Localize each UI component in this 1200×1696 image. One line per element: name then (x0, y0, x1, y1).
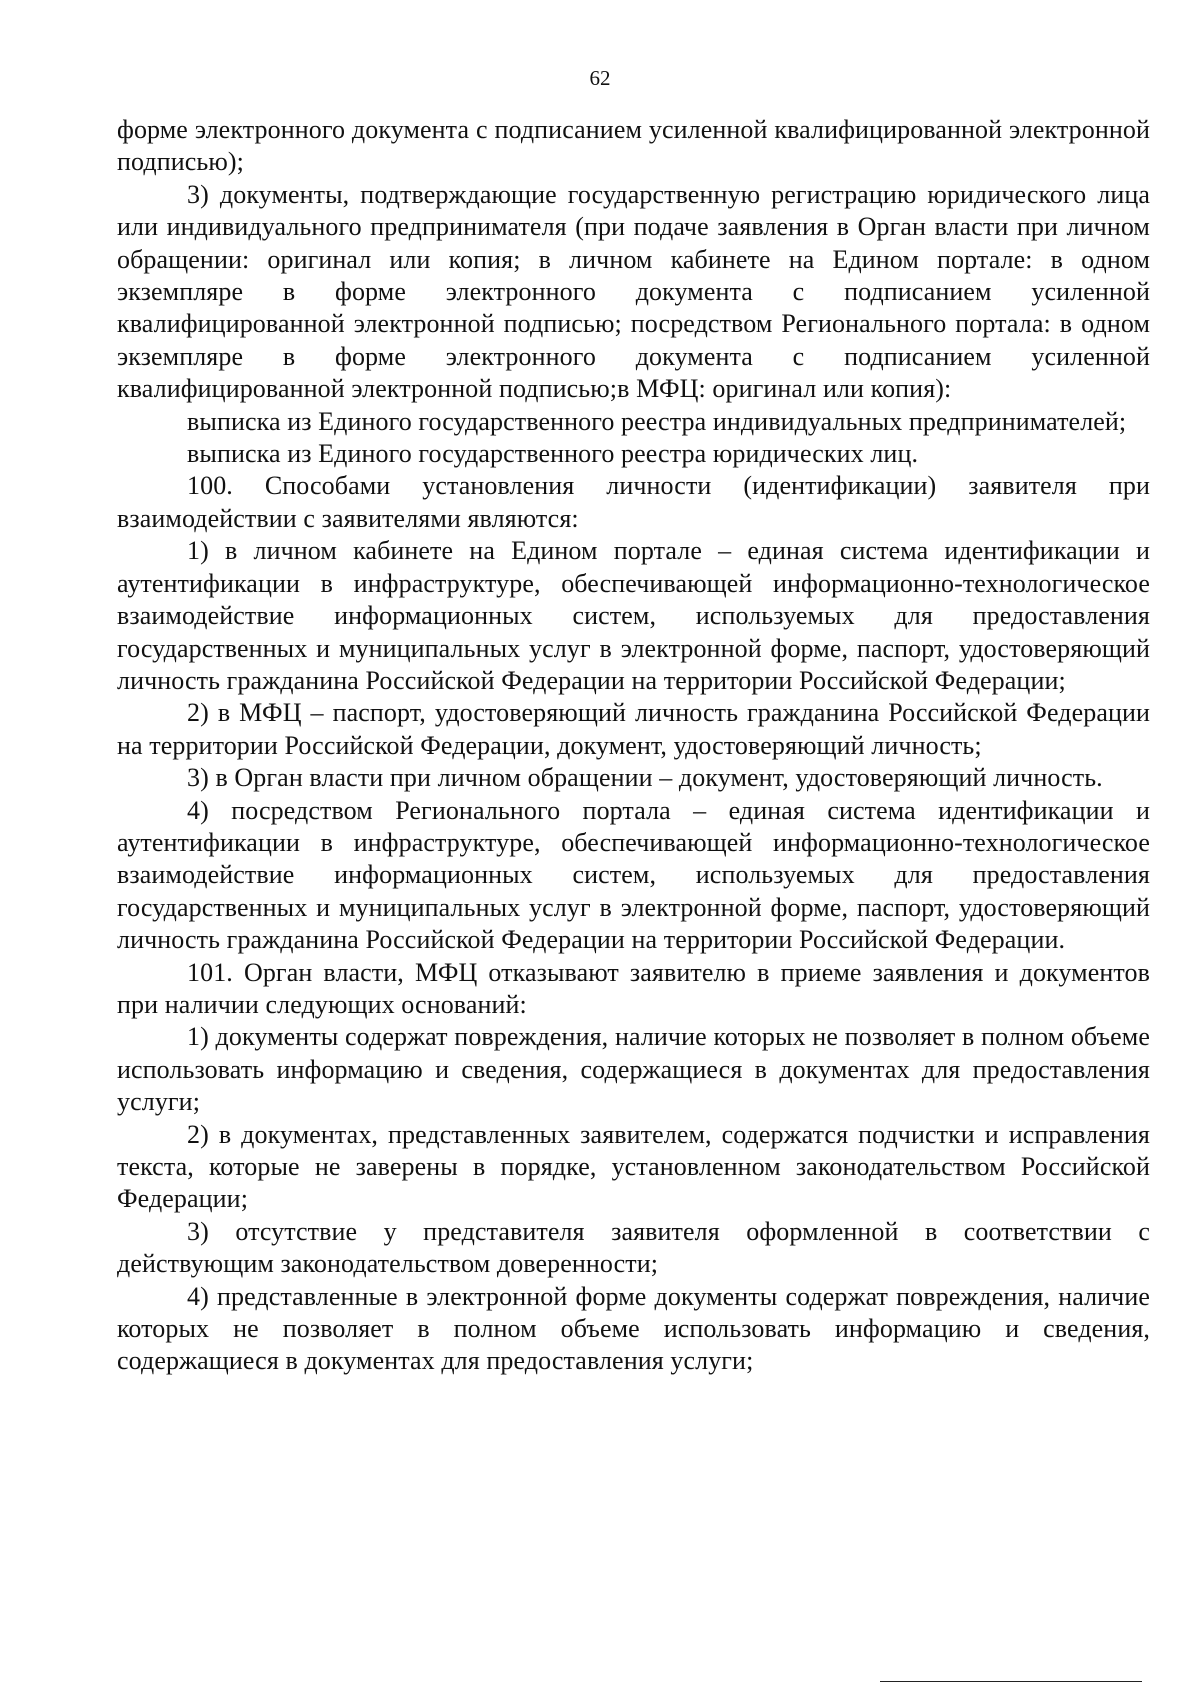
paragraph: 4) посредством Регионального портала – единая система идентификации и аутентификации в инфраструктуре, обеспечивающей информационно-технологическое взаимодействие информационных систем, используемых для предоставления государственных и муниципальных услуг в электронной форме, паспорт, удостоверяющий личность гражданина Российской Федерации на территории Российской Федерации. (117, 795, 1150, 955)
paragraph: 101. Орган власти, МФЦ отказывают заявителю в приеме заявления и документов при наличии следующих оснований: (117, 957, 1150, 1019)
paragraph: 100. Способами установления личности (идентификации) заявителя при взаимодействии с заявителями являются: (117, 471, 1150, 533)
paragraph: 3) в Орган власти при личном обращении – документ, удостоверяющий личность. (187, 763, 1103, 793)
footer-rule (880, 1681, 1142, 1682)
paragraph: 2) в документах, представленных заявителем, содержатся подчистки и исправления текста, которые не заверены в порядке, установленном законодательством Российской Федерации; (117, 1119, 1150, 1214)
paragraph: 4) представленные в электронной форме документы содержат повреждения, наличие которых не позволяет в полном объеме использовать информацию и сведения, содержащиеся в документах для предоставления услуги; (117, 1281, 1150, 1376)
page-number: 62 (589, 66, 611, 90)
paragraph: выписка из Единого государственного реестра юридических лиц. (187, 439, 919, 469)
paragraph: 2) в МФЦ – паспорт, удостоверяющий личность гражданина Российской Федерации на территории Российской Федерации, документ, удостоверяющий личность; (117, 698, 1150, 760)
document-body (117, 114, 1150, 1378)
paragraph: выписка из Единого государственного реестра индивидуальных предпринимателей; (187, 406, 1127, 436)
paragraph: 1) в личном кабинете на Едином портале – единая система идентификации и аутентификации в инфраструктуре, обеспечивающей информационно-технологическое взаимодействие информационных систем, используемых для предоставления государственных и муниципальных услуг в электронной форме, паспорт, удостоверяющий личность гражданина Российской Федерации на территории Российской Федерации; (117, 536, 1150, 695)
paragraph: форме электронного документа с подписанием усиленной квалифицированной электронной подписью); (117, 115, 1150, 177)
paragraph: 3) отсутствие у представителя заявителя оформленной в соответствии с действующим законодательством доверенности; (117, 1216, 1150, 1279)
paragraph: 3) документы, подтверждающие государственную регистрацию юридического лица или индивидуального предпринимателя (при подаче заявления в Орган власти при личном обращении: оригинал или копия; в личном кабинете на Едином портале: в одном экземпляре в форме электронного документа с подписанием усиленной квалифицированной электронной подписью; посредством Регионального портала: в одном экземпляре в форме электронного документа с подписанием усиленной квалифицированной электронной подписью;в МФЦ: оригинал или копия): (117, 179, 1150, 404)
paragraph: 1) документы содержат повреждения, наличие которых не позволяет в полном объеме использовать информацию и сведения, содержащиеся в документах для предоставления услуги; (117, 1022, 1150, 1117)
